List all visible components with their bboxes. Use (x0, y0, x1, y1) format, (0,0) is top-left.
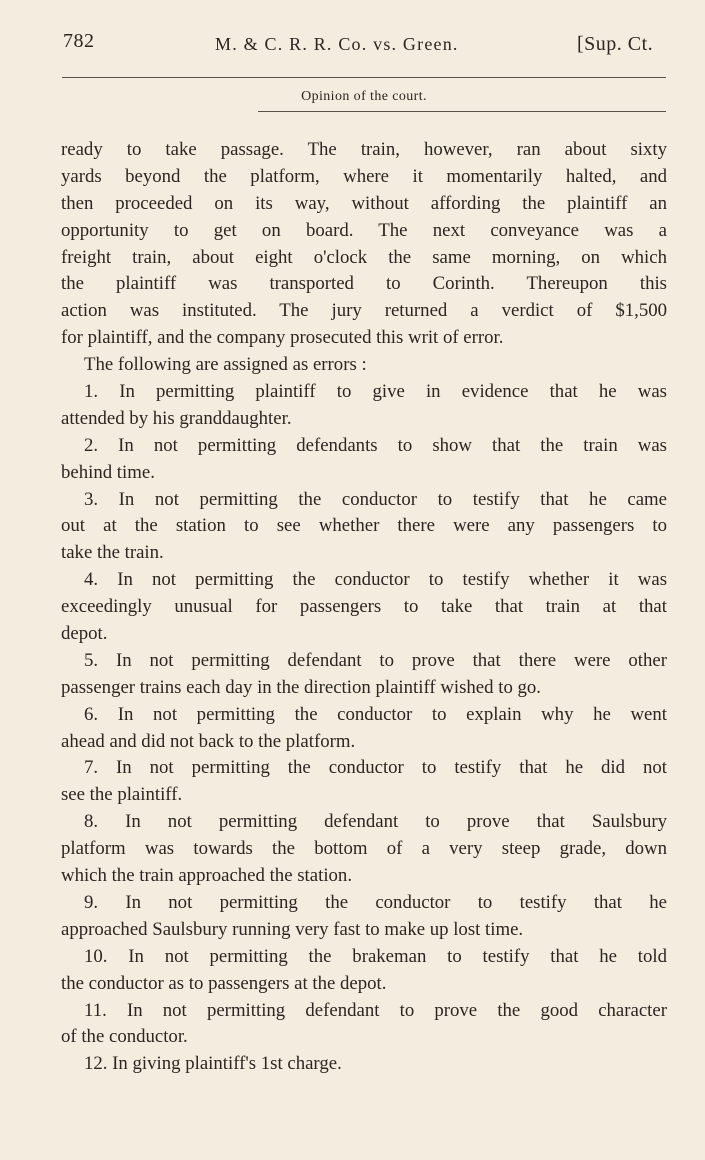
text-line: for plaintiff, and the company prosecuted this writ of error. (61, 327, 504, 349)
header-rule (62, 77, 666, 78)
text-line: ahead and did not back to the platform. (61, 730, 356, 752)
text-line: 4. In not permitting the conductor to testify whether it was (84, 569, 667, 591)
text-line: 6. In not permitting the conductor to explain why he went (84, 703, 667, 725)
text-line: passenger trains each day in the direction plaintiff wished to go. (61, 676, 542, 698)
section-heading: Opinion of the court. (301, 89, 427, 104)
text-line: the conductor as to passengers at the depot. (61, 972, 387, 994)
text-line: exceedingly unusual for passengers to take that train at that (61, 596, 667, 618)
text-line: The following are assigned as errors : (84, 354, 367, 376)
court-reference: [Sup. Ct. (577, 33, 654, 55)
text-line: ready to take passage. The train, however, ran about sixty (61, 139, 667, 160)
text-line: opportunity to get on board. The next conveyance was a (61, 219, 667, 241)
heading-rule (258, 111, 666, 112)
running-head (0, 0, 705, 80)
case-title: M. & C. R. R. Co. vs. Green. (215, 34, 459, 54)
text-line: see the plaintiff. (61, 784, 183, 806)
text-line: 2. In not permitting defendants to show that the train was (84, 434, 667, 456)
text-line: approached Saulsbury running very fast to make up lost time. (61, 918, 524, 940)
text-line: action was instituted. The jury returned a verdict of $1,500 (61, 300, 667, 322)
text-line: 1. In permitting plaintiff to give in evidence that he was (84, 381, 667, 403)
text-line: out at the station to see whether there were any passengers to (61, 515, 667, 537)
text-line: 12. In giving plaintiff's 1st charge. (84, 1053, 342, 1075)
text-line: 11. In not permitting defendant to prove the good character (84, 999, 667, 1021)
text-line: behind time. (61, 461, 155, 483)
text-line: platform was towards the bottom of a very steep grade, down (61, 838, 667, 860)
text-line: depot. (61, 623, 108, 645)
text-line: which the train approached the station. (61, 865, 353, 887)
text-line: then proceeded on its way, without affording the plaintiff an (61, 192, 667, 214)
text-line: the plaintiff was transported to Corinth. Thereupon this (61, 273, 667, 295)
text-line: attended by his granddaughter. (61, 407, 292, 429)
page-number: 782 (63, 30, 95, 52)
text-line: 7. In not permitting the conductor to testify that he did not (84, 757, 667, 779)
text-line: 9. In not permitting the conductor to testify that he (84, 891, 667, 913)
opinion-text (61, 137, 667, 1078)
text-line: 10. In not permitting the brakeman to testify that he told (84, 945, 667, 967)
text-line: 8. In not permitting defendant to prove that Saulsbury (84, 811, 667, 833)
text-line: 3. In not permitting the conductor to testify that he came (84, 488, 667, 510)
text-line: freight train, about eight o'clock the same morning, on which (61, 246, 667, 268)
text-line: yards beyond the platform, where it momentarily halted, and (61, 165, 667, 187)
text-line: of the conductor. (61, 1026, 188, 1048)
text-line: 5. In not permitting defendant to prove that there were other (84, 649, 667, 671)
text-line: take the train. (61, 542, 164, 564)
